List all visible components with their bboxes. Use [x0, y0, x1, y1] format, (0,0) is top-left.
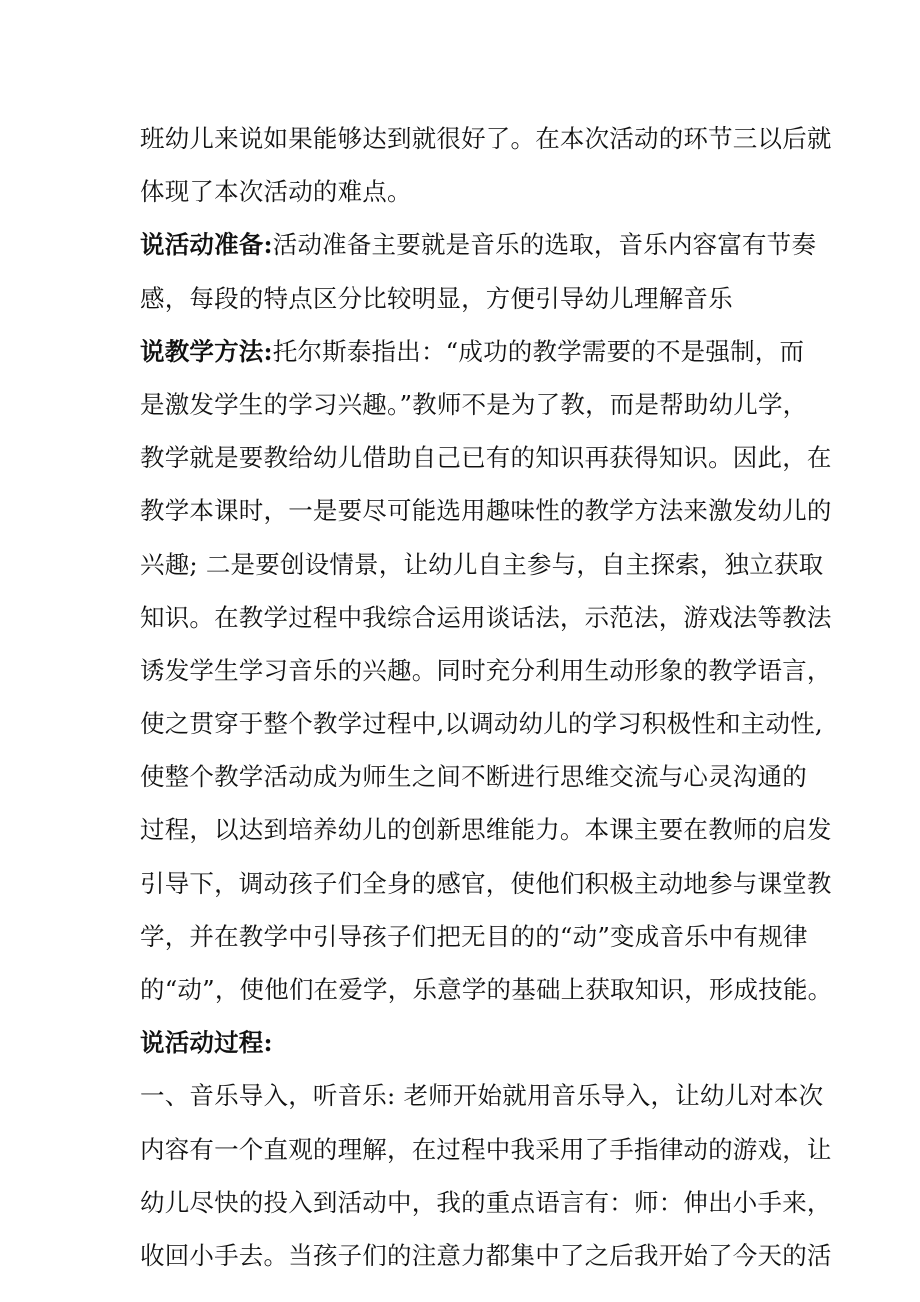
text-line-5	[140, 325, 805, 378]
text-line-2	[140, 165, 788, 218]
text-line-15	[140, 857, 832, 910]
text-line-16	[140, 910, 808, 963]
line-text: 兴趣; 二是要创设情景，让幼儿自主参与，自主探索，独立获取	[140, 549, 824, 579]
line-text: 使整个教学活动成为师生之间不断进行思维交流与心灵沟通的	[140, 762, 807, 792]
text-line-7	[140, 431, 832, 484]
line-text: 活动准备主要就是音乐的选取，音乐内容富有节奏	[272, 230, 817, 260]
text-line-4	[140, 272, 788, 325]
text-line-3	[140, 218, 817, 271]
section-heading-preparation: 说活动准备:	[140, 230, 273, 260]
text-line-17	[140, 963, 833, 1016]
line-text: 班幼儿来说如果能够达到就很好了。在本次活动的环节三以后就	[140, 124, 832, 153]
line-text: 过程，以达到培养幼儿的创新思维能力。本课主要在教师的启发	[140, 815, 832, 845]
text-line-9	[140, 538, 824, 591]
line-text: 教学本课时，一是要尽可能选用趣味性的教学方法来激发幼儿的	[140, 496, 832, 526]
line-text: 幼儿尽快的投入到活动中，我的重点语言有：师：伸出小手来，	[140, 1187, 832, 1217]
line-text: 知识。在教学过程中我综合运用谈话法，示范法，游戏法等教法	[140, 602, 832, 632]
section-heading-process: 说活动过程:	[140, 1028, 273, 1058]
line-text: 教学就是要教给幼儿借助自己已有的知识再获得知识。因此，在	[140, 443, 832, 473]
line-text: 引导下，调动孩子们全身的感官，使他们积极主动地参与课堂教	[140, 868, 832, 898]
text-line-6	[140, 378, 808, 431]
text-line-14	[140, 803, 832, 856]
text-line-18	[140, 1016, 788, 1069]
line-text: 体现了本次活动的难点。	[140, 177, 412, 207]
text-line-11	[140, 644, 832, 697]
line-text: 感，每段的特点区分比较明显，方便引导幼儿理解音乐	[140, 283, 733, 313]
text-line-10	[140, 591, 832, 644]
line-text: 学，并在教学中引导孩子们把无目的的“动”变成音乐中有规律	[140, 921, 808, 951]
text-line-21	[140, 1176, 832, 1229]
text-line-13	[140, 750, 807, 803]
section-heading-methods: 说教学方法:	[140, 336, 273, 366]
line-text: 内容有一个直观的理解，在过程中我采用了手指律动的游戏，让	[140, 1134, 832, 1164]
document-body	[140, 112, 833, 1282]
line-text: 的“动”，使他们在爱学，乐意学的基础上获取知识，形成技能。	[140, 975, 833, 1004]
text-line-12	[140, 697, 823, 750]
line-text: 收回小手去。当孩子们的注意力都集中了之后我开始了今天的活	[140, 1240, 832, 1270]
text-line-22	[140, 1229, 832, 1282]
line-text: 诱发学生学习音乐的兴趣。同时充分利用生动形象的教学语言，	[140, 655, 832, 685]
line-text: 一、音乐导入，听音乐: 老师开始就用音乐导入，让幼儿对本次	[140, 1081, 824, 1111]
line-text: 托尔斯泰指出：“成功的教学需要的不是强制，而	[272, 336, 805, 366]
text-line-8	[140, 484, 832, 537]
text-line-20	[140, 1123, 832, 1176]
line-text: 是激发学生的学习兴趣。”教师不是为了教，而是帮助幼儿学，	[140, 389, 808, 419]
text-line-1	[140, 112, 832, 165]
line-text: 使之贯穿于整个教学过程中,以调动幼儿的学习积极性和主动性,	[140, 709, 823, 739]
text-line-19	[140, 1069, 824, 1122]
